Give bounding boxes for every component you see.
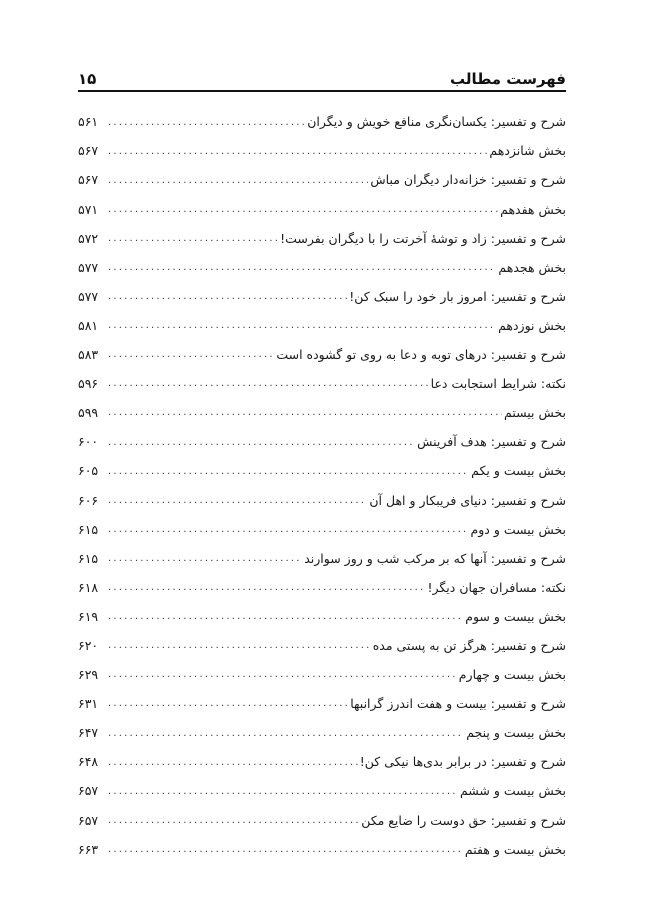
- dot-leader: [108, 496, 367, 506]
- toc-entry[interactable]: [78, 399, 566, 428]
- toc-entry-page: ۶۰۰: [78, 434, 99, 450]
- dot-leader: [108, 554, 302, 564]
- toc-entry-page: ۶۰۵: [78, 463, 99, 479]
- toc-entry-title: شرح و تفسیر: خزانه‌دار دیگران مباش: [370, 172, 566, 188]
- dot-leader: [108, 758, 358, 768]
- header-divider: [78, 90, 566, 92]
- table-of-contents: [78, 108, 566, 864]
- toc-entry-page: ۶۲۰: [78, 637, 99, 653]
- toc-entry-title: بخش بیست و یکم: [471, 463, 566, 479]
- toc-entry[interactable]: [78, 603, 566, 632]
- toc-entry[interactable]: [78, 137, 566, 166]
- dot-leader: [108, 729, 464, 739]
- toc-entry-title: شرح و تفسیر: دنیای فریبکار و اهل آن: [369, 492, 566, 508]
- toc-entry-title: شرح و تفسیر: در برابر بدی‌ها نیکی کن!: [359, 754, 566, 770]
- toc-entry-page: ۶۵۷: [78, 812, 99, 828]
- toc-entry[interactable]: [78, 341, 566, 370]
- dot-leader: [108, 379, 429, 389]
- toc-entry-title: بخش هفدهم: [500, 201, 566, 217]
- dot-leader: [108, 350, 274, 360]
- toc-entry-title: بخش بیست و سوم: [465, 608, 566, 624]
- toc-entry-page: ۵۶۷: [78, 172, 99, 188]
- toc-entry-page: ۶۱۸: [78, 579, 99, 595]
- toc-entry[interactable]: [78, 632, 566, 661]
- dot-leader: [108, 612, 463, 622]
- dot-leader: [108, 583, 425, 593]
- toc-entry-title: نکته: شرایط استجابت دعا: [430, 376, 566, 392]
- toc-entry-page: ۵۸۱: [78, 317, 99, 333]
- toc-entry-page: ۵۷۷: [78, 259, 99, 275]
- toc-entry-page: ۶۴۷: [78, 725, 99, 741]
- toc-entry-page: ۶۱۹: [78, 608, 99, 624]
- toc-entry[interactable]: [78, 835, 566, 864]
- dot-leader: [108, 292, 347, 302]
- toc-entry[interactable]: [78, 719, 566, 748]
- toc-entry-title: شرح و تفسیر: آنها که بر مرکب شب و روز سوارند: [304, 550, 566, 566]
- dot-leader: [108, 408, 502, 418]
- dot-leader: [108, 787, 458, 797]
- page-number: ۱۵: [78, 70, 97, 88]
- toc-entry-title: شرح و تفسیر: حق دوست را ضایع مکن: [361, 812, 566, 828]
- dot-leader: [108, 118, 305, 128]
- dot-leader: [108, 321, 496, 331]
- toc-entry-page: ۵۶۱: [78, 114, 99, 130]
- toc-entry[interactable]: [78, 108, 566, 137]
- toc-entry[interactable]: [78, 457, 566, 486]
- toc-entry-title: شرح و تفسیر: بیست و هفت اندرز گرانبها: [350, 696, 566, 712]
- toc-entry-title: بخش بیست و چهارم: [458, 667, 566, 683]
- page-title: فهرست مطالب: [450, 70, 566, 88]
- toc-entry[interactable]: [78, 312, 566, 341]
- page-header: [78, 62, 566, 88]
- dot-leader: [108, 845, 463, 855]
- toc-entry[interactable]: [78, 283, 566, 312]
- dot-leader: [108, 263, 496, 273]
- dot-leader: [108, 147, 487, 157]
- toc-entry-title: شرح و تفسیر: هرگز تن به پستی مده: [372, 637, 566, 653]
- dot-leader: [108, 699, 348, 709]
- toc-entry-title: بخش بیست و پنجم: [466, 725, 566, 741]
- toc-entry-page: ۶۴۸: [78, 754, 99, 770]
- toc-entry-page: ۶۳۱: [78, 696, 99, 712]
- toc-entry-page: ۶۰۶: [78, 492, 99, 508]
- toc-entry-title: شرح و تفسیر: هدف آفرینش: [417, 434, 566, 450]
- toc-entry-title: نکته: مسافران جهان دیگر!: [427, 579, 566, 595]
- toc-entry[interactable]: [78, 777, 566, 806]
- toc-entry-page: ۵۷۷: [78, 288, 99, 304]
- toc-entry-title: شرح و تفسیر: امروز بار خود را سبک کن!: [349, 288, 566, 304]
- toc-entry-page: ۶۲۹: [78, 667, 99, 683]
- dot-leader: [108, 641, 371, 651]
- toc-entry-page: ۵۷۱: [78, 201, 99, 217]
- toc-entry[interactable]: [78, 253, 566, 282]
- toc-entry-page: ۵۷۲: [78, 230, 99, 246]
- toc-entry-title: بخش هجدهم: [498, 259, 566, 275]
- toc-entry-page: ۵۹۶: [78, 376, 99, 392]
- toc-entry-page: ۵۸۳: [78, 347, 99, 363]
- dot-leader: [108, 467, 469, 477]
- toc-entry[interactable]: [78, 370, 566, 399]
- toc-entry-title: بخش بیست و هفتم: [464, 841, 566, 857]
- toc-entry[interactable]: [78, 486, 566, 515]
- toc-entry[interactable]: [78, 544, 566, 573]
- dot-leader: [108, 234, 278, 244]
- dot-leader: [108, 176, 368, 186]
- toc-entry-page: ۶۱۵: [78, 521, 99, 537]
- dot-leader: [108, 525, 469, 535]
- toc-entry-page: ۵۹۹: [78, 405, 99, 421]
- toc-entry[interactable]: [78, 806, 566, 835]
- toc-entry-page: ۶۵۷: [78, 783, 99, 799]
- toc-entry[interactable]: [78, 515, 566, 544]
- toc-entry-title: بخش بیست و دوم: [470, 521, 566, 537]
- toc-entry-page: ۶۱۵: [78, 550, 99, 566]
- dot-leader: [108, 670, 457, 680]
- toc-entry-title: بخش بیست و ششم: [459, 783, 566, 799]
- toc-entry[interactable]: [78, 428, 566, 457]
- toc-entry[interactable]: [78, 195, 566, 224]
- toc-entry-page: ۶۶۳: [78, 841, 99, 857]
- toc-entry-title: شرح و تفسیر: زاد و توشهٔ آخرتت را با دیگران بفرست!: [280, 230, 566, 246]
- toc-entry-title: بخش شانزدهم: [489, 143, 566, 159]
- toc-entry-page: ۵۶۷: [78, 143, 99, 159]
- toc-entry[interactable]: [78, 690, 566, 719]
- toc-entry-title: بخش نوزدهم: [498, 317, 566, 333]
- toc-entry[interactable]: [78, 748, 566, 777]
- toc-entry-title: شرح و تفسیر: درهای توبه و دعا به روی تو گشوده است: [276, 347, 566, 363]
- toc-entry-title: بخش بیستم: [504, 405, 566, 421]
- dot-leader: [108, 205, 498, 215]
- toc-entry-title: شرح و تفسیر: یکسان‌نگری منافع خویش و دیگران: [307, 114, 566, 130]
- toc-entry[interactable]: [78, 224, 566, 253]
- dot-leader: [108, 438, 415, 448]
- toc-entry[interactable]: [78, 166, 566, 195]
- toc-entry[interactable]: [78, 661, 566, 690]
- dot-leader: [108, 816, 359, 826]
- toc-entry[interactable]: [78, 574, 566, 603]
